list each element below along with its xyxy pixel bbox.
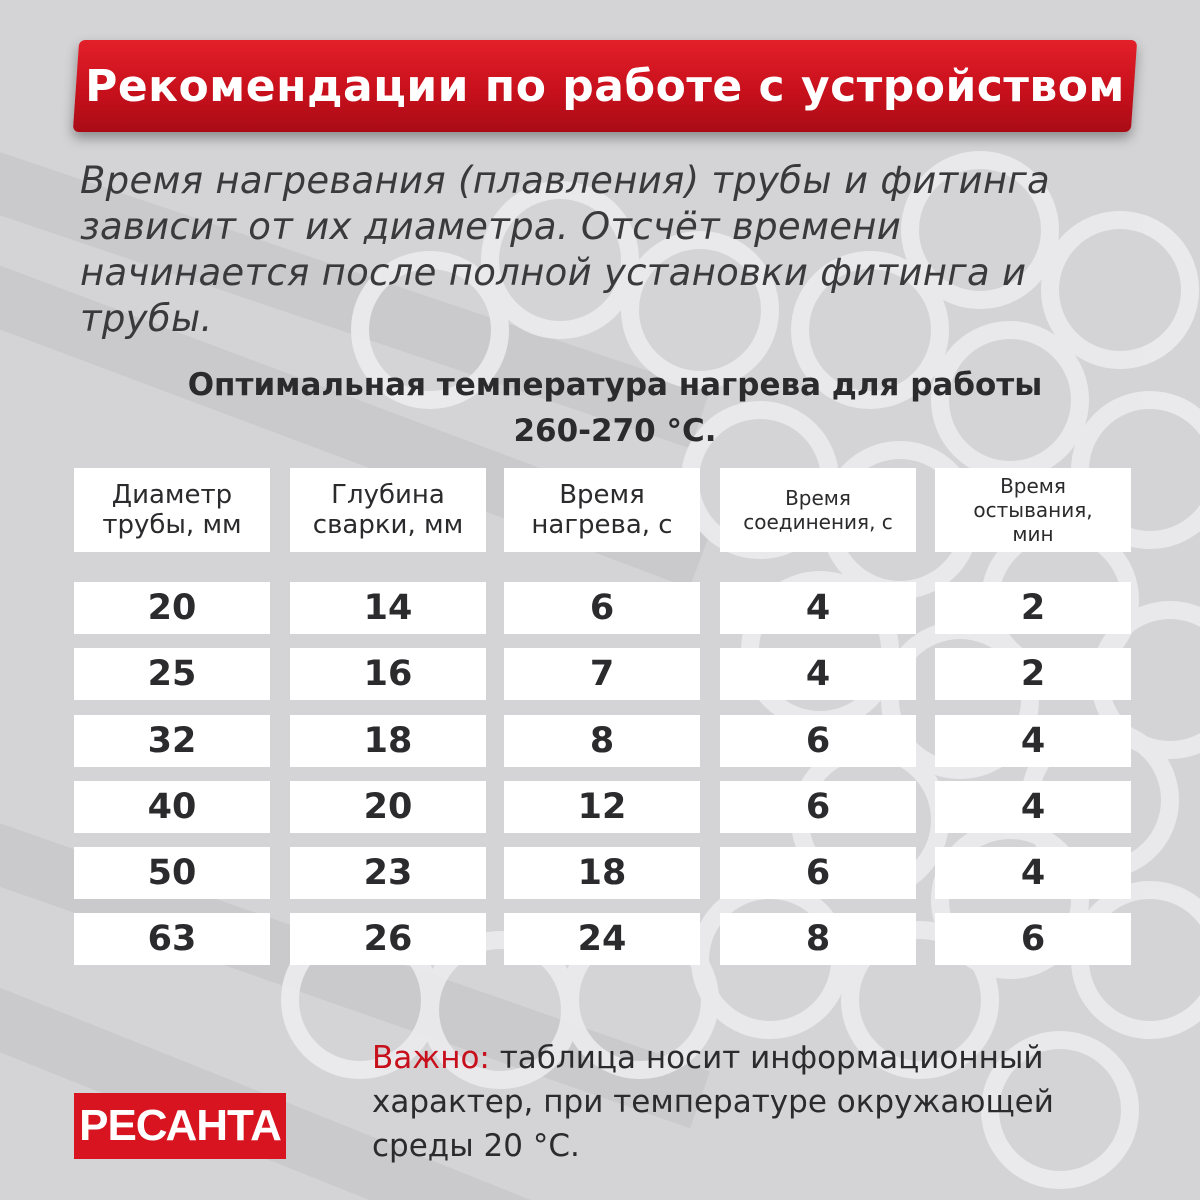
table-cell: 6 [720,781,916,833]
optimal-line: 260-270 °С. [513,413,717,449]
intro-line: трубы. [80,297,213,340]
important-note [372,1036,1152,1168]
table-header-cell: Глубина сварки, мм [290,468,486,552]
table-cell: 50 [74,847,270,899]
intro-line: Время нагревания (плавления) трубы и фитинга [80,159,1051,202]
resanta-logo: РЕСАНТА [74,1093,286,1159]
table-cell: 12 [504,781,700,833]
table-cell: 6 [504,582,700,634]
table-header-cell: Диаметр трубы, мм [74,468,270,552]
table-cell: 2 [935,582,1131,634]
table-cell: 20 [290,781,486,833]
note-label: Важно: [372,1040,490,1076]
table-cell: 16 [290,648,486,700]
page-title: Рекомендации по работе с устройством [85,60,1125,112]
table-cell: 4 [935,847,1131,899]
table-header-cell: Время остывания, мин [935,468,1131,552]
table-cell: 32 [74,715,270,767]
note-line: Важно: таблица носит информационный [372,1040,1044,1076]
table-cell: 4 [720,648,916,700]
note-line: характер, при температуре окружающей [372,1084,1054,1120]
intro-line: начинается после полной установки фитинга и [80,251,1027,294]
table-cell: 18 [504,847,700,899]
table-cell: 23 [290,847,486,899]
table-cell: 20 [74,582,270,634]
table-cell: 4 [935,715,1131,767]
table-cell: 4 [935,781,1131,833]
table-cell: 40 [74,781,270,833]
table-cell: 26 [290,913,486,965]
table-cell: 6 [720,715,916,767]
intro-line: зависит от их диаметра. Отсчёт времени [80,205,902,248]
table-cell: 7 [504,648,700,700]
table-cell: 18 [290,715,486,767]
table-cell: 2 [935,648,1131,700]
optimal-line: Оптимальная температура нагрева для работы [187,367,1043,403]
table-header-cell: Время соединения, с [720,468,916,552]
table-cell: 8 [720,913,916,965]
table-cell: 6 [720,847,916,899]
table-cell: 8 [504,715,700,767]
note-line: среды 20 °С. [372,1128,580,1164]
table-cell: 14 [290,582,486,634]
table-cell: 6 [935,913,1131,965]
table-cell: 4 [720,582,916,634]
table-cell: 25 [74,648,270,700]
table-cell: 24 [504,913,700,965]
table-cell: 63 [74,913,270,965]
table-header-cell: Время нагрева, с [504,468,700,552]
